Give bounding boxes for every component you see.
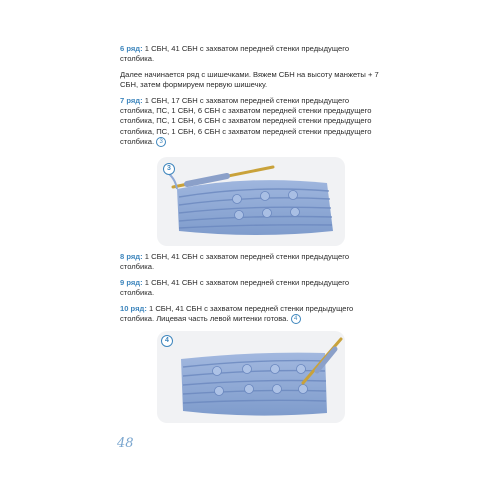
row-text: 1 СБН, 41 СБН с захватом передней стенки предыдущего столбика. <box>120 277 350 298</box>
row-label: 7 ряд: <box>120 95 143 105</box>
knitting-photo-4 <box>157 331 345 423</box>
row-text: 1 СБН, 41 СБН с захватом передней стенки предыдущего столбика. Лицевая часть левой митенки готова. <box>120 303 354 324</box>
row-7 <box>120 96 385 148</box>
row-10 <box>120 304 385 325</box>
intro-text: Далее начинается ряд с шишечками. Вяжем СБН на высоту манжеты + 7 СБН, затем формируем первую шишечку. <box>120 69 379 90</box>
photo-reference-3: 3 <box>156 137 166 147</box>
knitting-photo-3 <box>157 157 345 246</box>
photo-number: 3 <box>163 163 175 175</box>
row-6 <box>120 44 385 65</box>
row-label: 10 ряд: <box>120 303 147 313</box>
row-9 <box>120 278 385 299</box>
photo-reference-4: 4 <box>291 314 301 324</box>
photo-step-3 <box>157 157 345 246</box>
row-8 <box>120 252 385 273</box>
row-label: 6 ряд: <box>120 44 143 53</box>
row-text: 1 СБН, 41 СБН с захватом передней стенки предыдущего столбика. <box>120 252 350 272</box>
photo-step-4 <box>157 331 345 423</box>
intro-paragraph <box>120 70 385 91</box>
page-number: 48 <box>117 436 134 451</box>
row-label: 8 ряд: <box>120 252 143 261</box>
instructions-bottom <box>120 252 385 324</box>
row-label: 9 ряд: <box>120 277 143 287</box>
instructions-top <box>120 44 385 148</box>
row-text: 1 СБН, 17 СБН с захватом передней стенки предыдущего столбика, ПС, 1 СБН, 6 СБН с захватом передней стенки предыдущего столбика, ПС, 1 СБН, 6 СБН с захватом передней стенки предыдущего столбика, ПС, 1 СБН, 6 СБН с захватом передней стенки предыдущего столбика. <box>120 95 372 147</box>
photo-number: 4 <box>161 335 173 347</box>
row-text: 1 СБН, 41 СБН с захватом передней стенки предыдущего столбика. <box>120 44 350 64</box>
